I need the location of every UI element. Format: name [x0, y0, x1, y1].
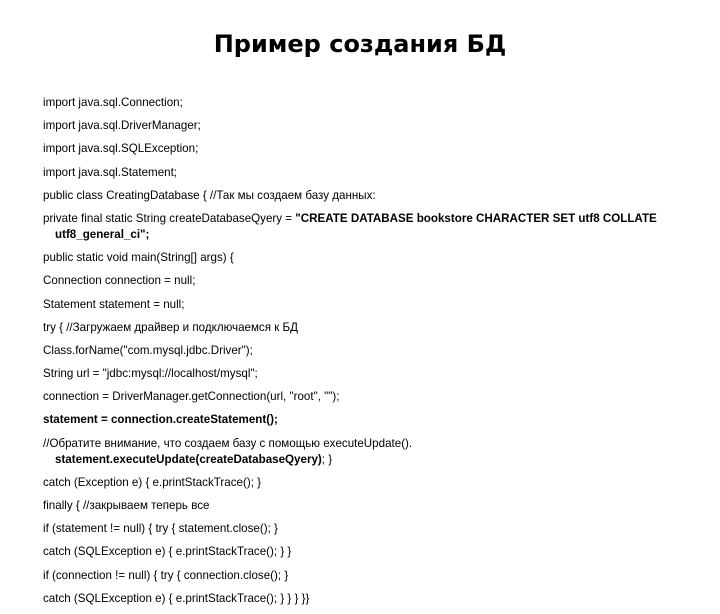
slide-title: Пример создания БД	[213, 30, 507, 58]
code-line	[43, 211, 683, 243]
code-bold-text: statement.executeUpdate(createDatabaseQyery)	[55, 452, 322, 466]
code-line: catch (SQLException e) { e.printStackTrace(); } } } }}	[43, 591, 310, 605]
code-text: private final static String createDatabaseQyery =	[43, 211, 296, 225]
code-line: catch (SQLException e) { e.printStackTrace(); } }	[43, 545, 292, 559]
code-line: import java.sql.SQLException;	[43, 142, 199, 156]
code-line	[43, 436, 683, 468]
code-line: Statement statement = null;	[43, 297, 185, 311]
code-line: public static void main(String[] args) {	[43, 251, 234, 265]
code-bold-text: utf8_general_ci";	[55, 227, 150, 241]
code-line: Class.forName("com.mysql.jdbc.Driver");	[43, 343, 253, 357]
code-bold-text: statement = connection.createStatement();	[43, 413, 278, 427]
code-line: try { //Загружаем драйвер и подключаемся к БД	[43, 320, 298, 334]
code-line	[43, 412, 683, 428]
code-line: finally { //закрываем теперь все	[43, 499, 210, 512]
code-line: if (connection != null) { try { connection.close(); }	[43, 568, 289, 582]
code-line: String url = "jdbc:mysql://localhost/mysql";	[43, 367, 258, 381]
code-line: if (statement != null) { try { statement.close(); }	[43, 522, 278, 536]
code-line: Connection connection = null;	[43, 274, 196, 288]
code-listing	[43, 95, 683, 614]
code-line: connection = DriverManager.getConnection(url, "root", "");	[43, 390, 340, 404]
code-line: import java.sql.Statement;	[43, 165, 178, 179]
code-line: import java.sql.DriverManager;	[43, 119, 201, 133]
code-comment: //Обратите внимание, что создаем базу с помощью executeUpdate().	[43, 436, 413, 450]
code-continuation	[43, 453, 332, 466]
code-line: public class CreatingDatabase { //Так мы создаем базу данных:	[43, 188, 376, 202]
code-continuation	[43, 228, 149, 241]
code-line: import java.sql.Connection;	[43, 96, 183, 109]
code-text: ; }	[321, 452, 333, 466]
code-line: catch (Exception e) { e.printStackTrace(); }	[43, 475, 262, 489]
code-bold-text: "CREATE DATABASE bookstore CHARACTER SET utf8 COLLATE	[295, 211, 657, 225]
